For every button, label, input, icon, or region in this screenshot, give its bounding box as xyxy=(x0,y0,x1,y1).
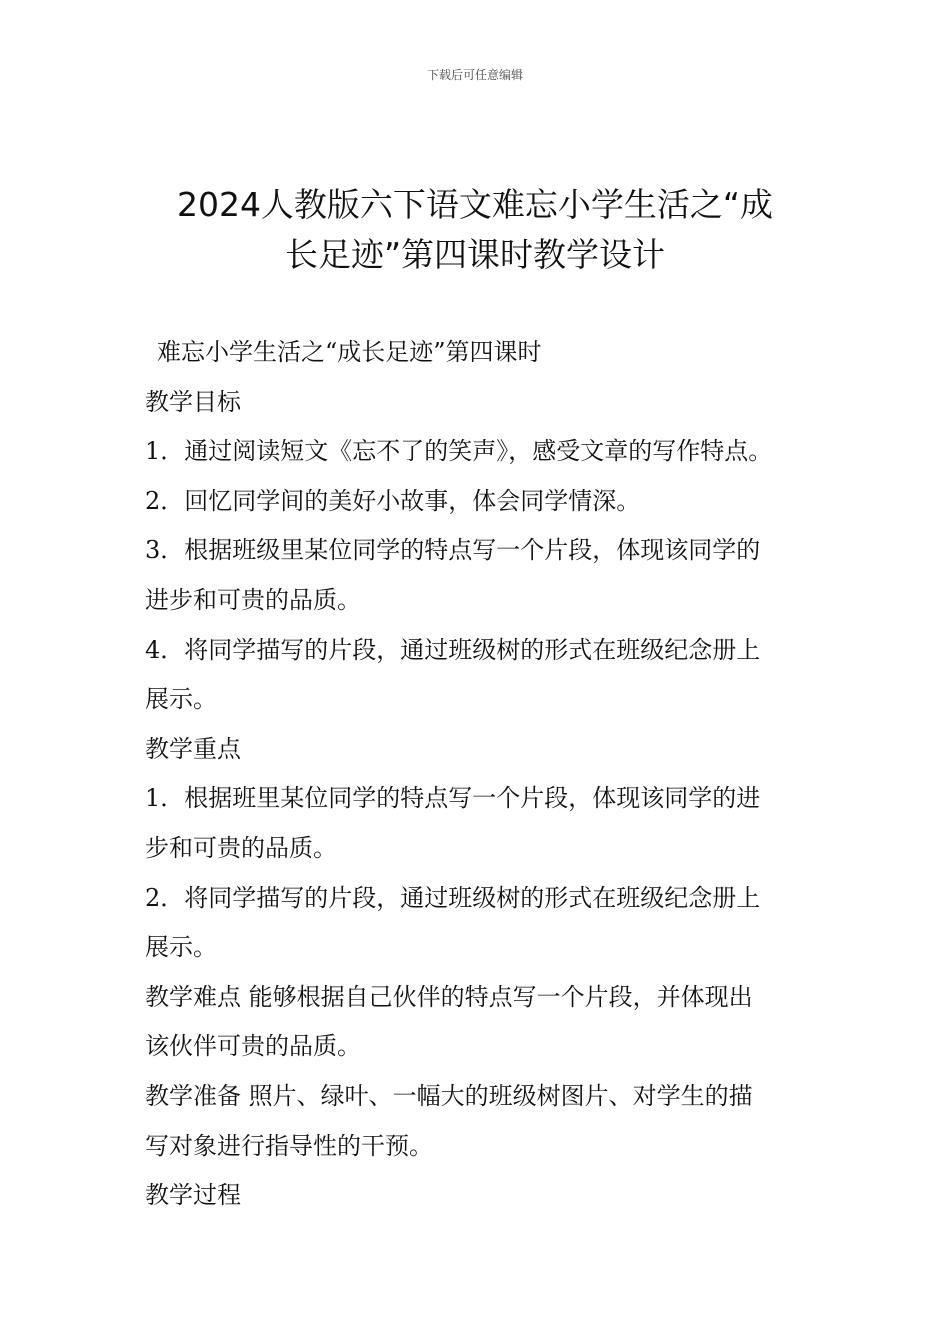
goal-item-4-cont: 展示。 xyxy=(145,685,217,714)
page-header-note: 下载后可任意编辑 xyxy=(426,68,523,82)
goal-item-3-cont: 进步和可贵的品质。 xyxy=(145,585,361,614)
difficulty-paragraph-cont: 该伙伴可贵的品质。 xyxy=(145,1032,361,1061)
preparation-paragraph: 教学准备 照片、绿叶、一幅大的班级树图片、对学生的描 xyxy=(145,1081,753,1110)
lesson-subtitle: 难忘小学生活之“成长足迹”第四课时 xyxy=(157,338,542,366)
goal-item-4: 4．将同学描写的片段，通过班级树的形式在班级纪念册上 xyxy=(145,635,761,664)
key-point-1-cont: 步和可贵的品质。 xyxy=(145,833,337,862)
section-heading-process: 教学过程 xyxy=(145,1181,241,1210)
goal-item-2: 2．回忆同学间的美好小故事，体会同学情深。 xyxy=(145,486,641,515)
difficulty-paragraph: 教学难点 能够根据自己伙伴的特点写一个片段，并体现出 xyxy=(145,982,753,1011)
document-title xyxy=(130,180,820,280)
section-heading-goals: 教学目标 xyxy=(145,387,241,416)
title-line-2: 长足迹”第四课时教学设计 xyxy=(284,235,666,274)
preparation-paragraph-cont: 写对象进行指导性的干预。 xyxy=(145,1131,433,1160)
key-point-2: 2．将同学描写的片段，通过班级树的形式在班级纪念册上 xyxy=(145,883,761,912)
goal-item-1: 1．通过阅读短文《忘不了的笑声》，感受文章的写作特点。 xyxy=(145,437,773,466)
goal-item-3: 3．根据班级里某位同学的特点写一个片段，体现该同学的 xyxy=(145,536,761,565)
title-line-1: 2024人教版六下语文难忘小学生活之“成 xyxy=(176,185,774,224)
section-heading-key-points: 教学重点 xyxy=(145,734,241,763)
key-point-2-cont: 展示。 xyxy=(145,933,217,962)
key-point-1: 1．根据班里某位同学的特点写一个片段，体现该同学的进 xyxy=(145,784,761,813)
document-body xyxy=(145,328,835,1221)
